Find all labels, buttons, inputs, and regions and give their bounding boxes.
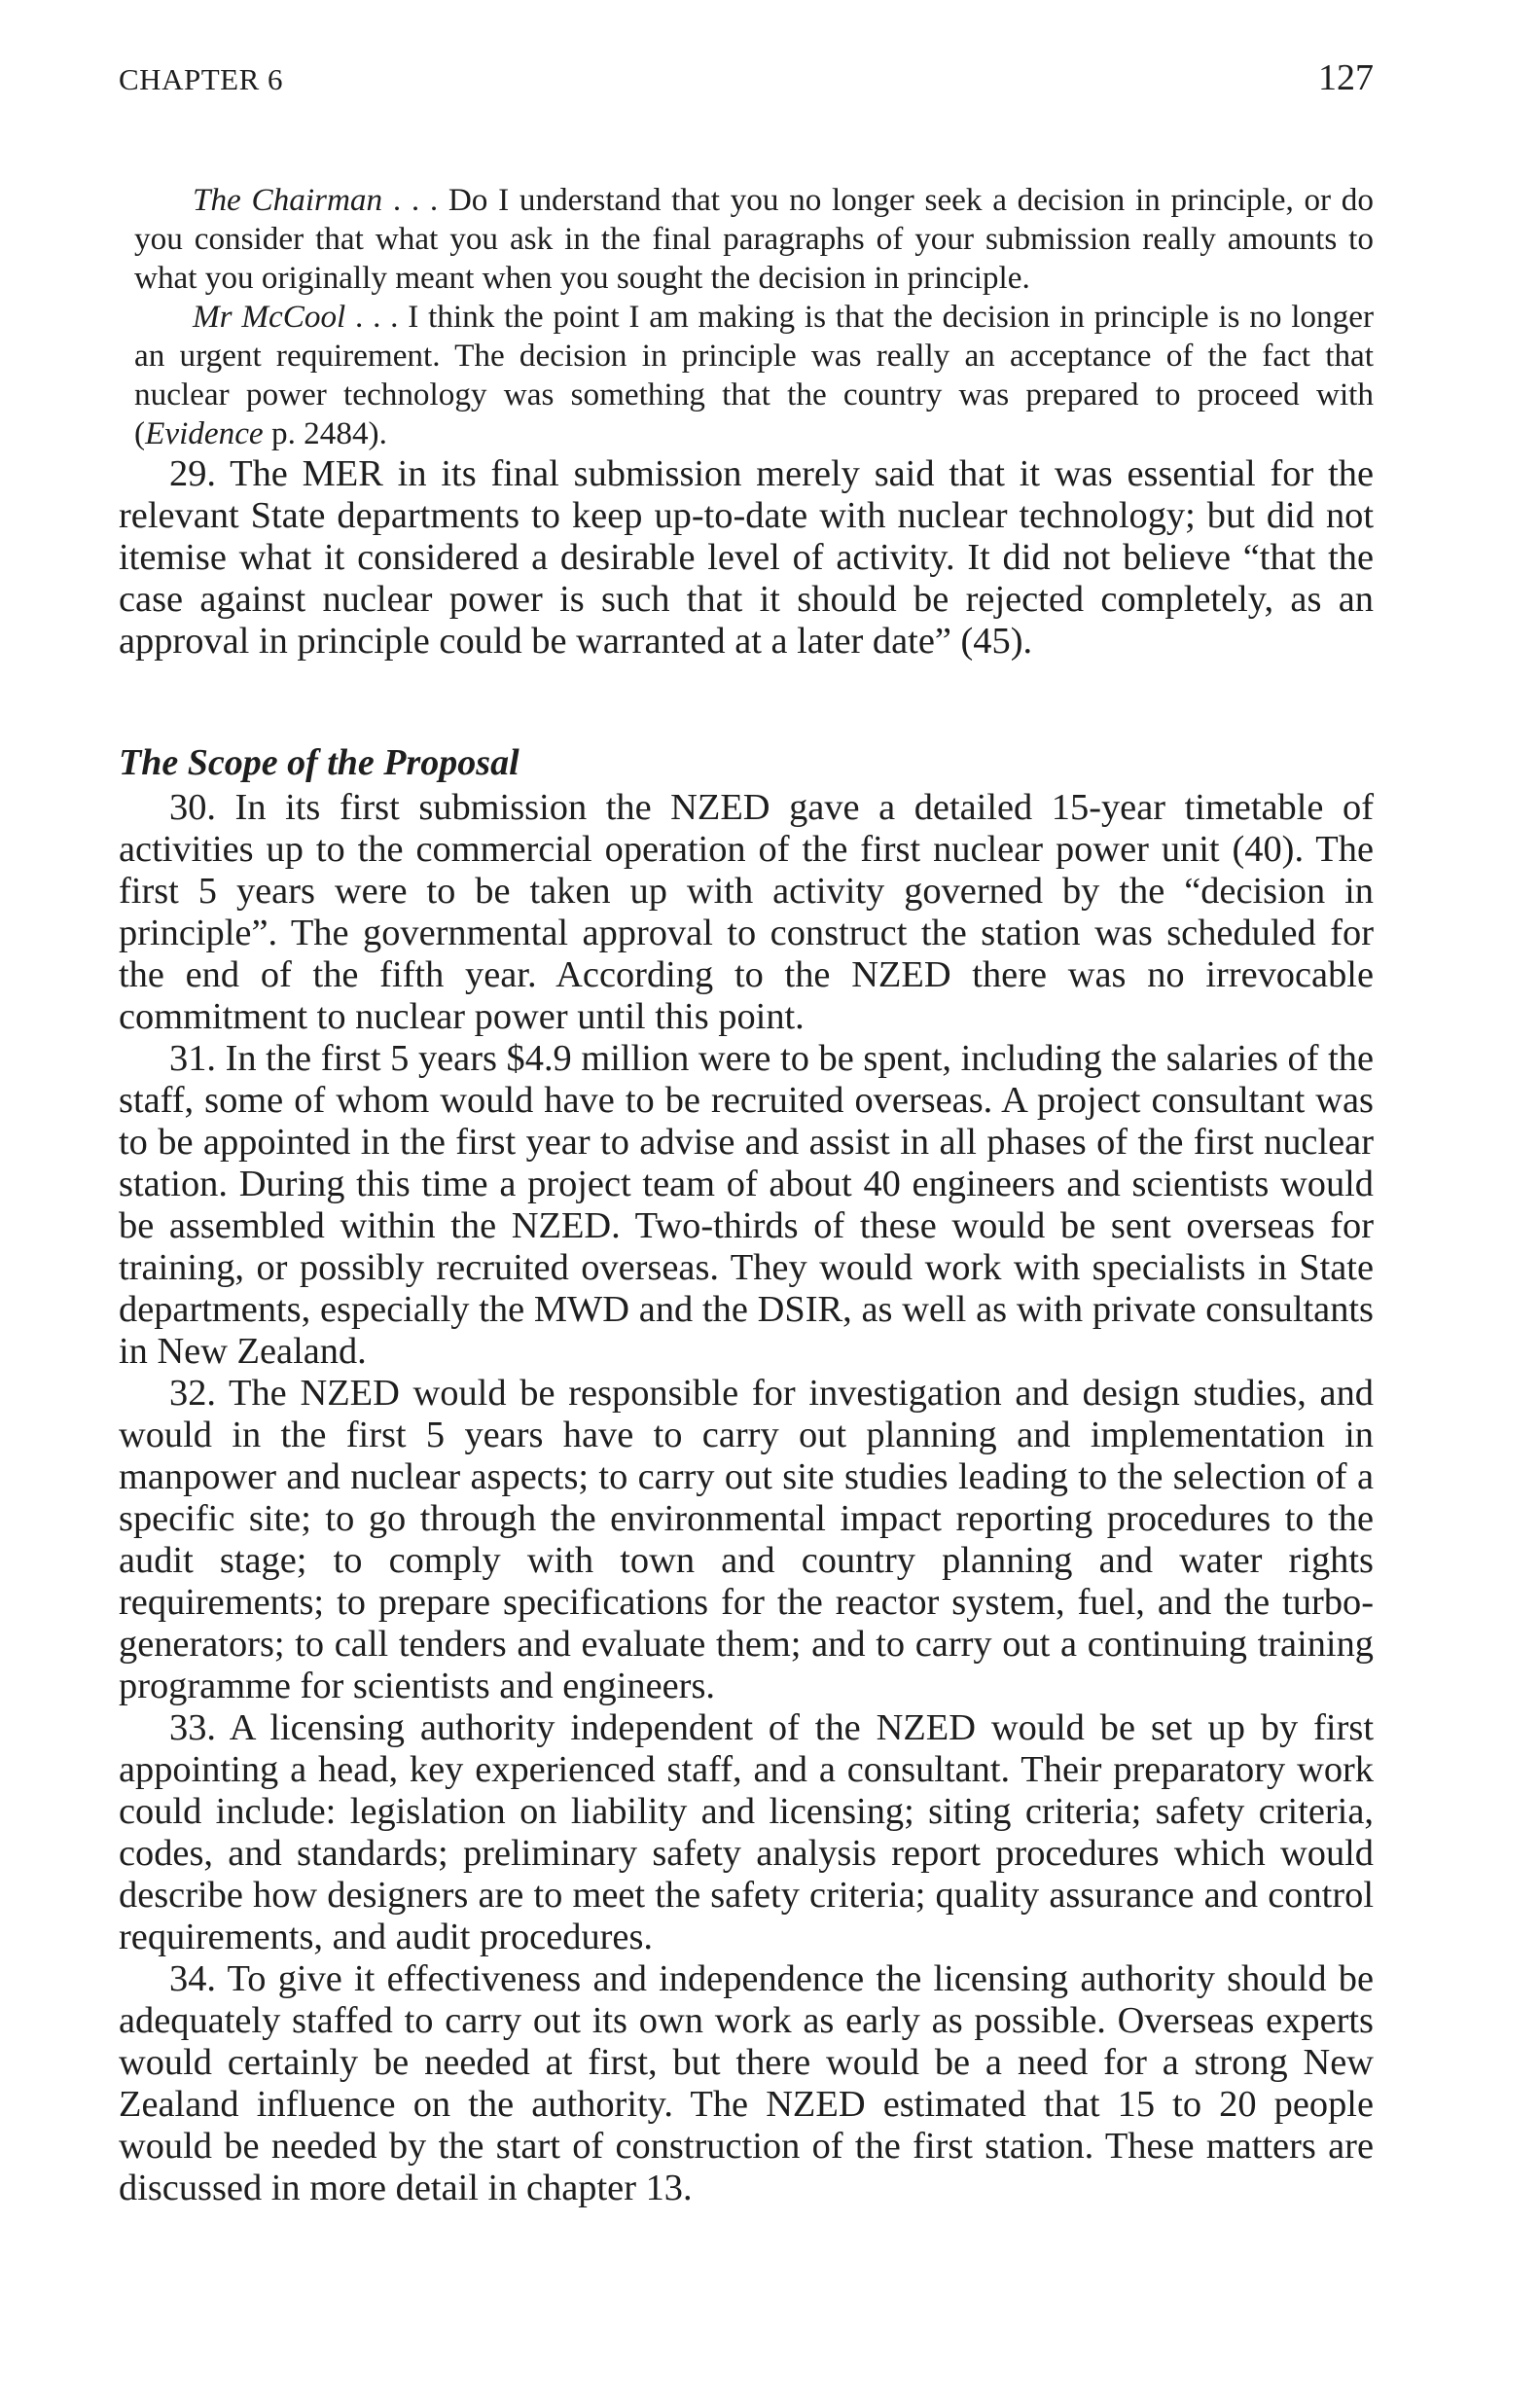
paragraph-33: 33. A licensing authority independent of the NZED would be set up by first appointing a head, key experienced staff, and a consultant. Their preparatory work could include: legislation on liability and licensing; siting criteria; safety criteria, codes, and standards; preliminary safety analysis report procedures which would describe how designers are to meet the safety criteria; quality assurance and control requirements, and audit procedures.: [119, 1707, 1374, 1957]
chapter-label: CHAPTER 6: [119, 62, 283, 96]
paragraph-29: 29. The MER in its final submission merely said that it was essential for the relevant State departments to keep up-to-date with nuclear technology; but did not itemise what it considered a desirable level of activity. It did not believe “that the case against nuclear power is such that it should be rejected completely, as an approval in principle could be warranted at a later date” (45).: [119, 453, 1374, 662]
mccool-answer-text: . . . I think the point I am making is that the decision in principle is no longer an urgent requirement. The decision in principle was really an acceptance of the fact that nuclear power technology was something that the country was prepared to proceed with (: [134, 299, 1374, 451]
mccool-answer: [134, 298, 1374, 453]
book-page: [119, 49, 1374, 2209]
page-number: 127: [1318, 57, 1374, 98]
paragraph-30: 30. In its first submission the NZED gave a detailed 15-year timetable of activities up to the commercial operation of the first nuclear power unit (40). The first 5 years were to be taken up with activity governed by the “decision in principle”. The governmental approval to construct the station was scheduled for the end of the fifth year. According to the NZED there was no irrevocable commitment to nuclear power until this point.: [119, 787, 1374, 1037]
chairman-question-text: . . . Do I understand that you no longer seek a decision in principle, or do you consider that what you ask in the final paragraphs of your submission really amounts to what you originally meant when you sought the decision in principle.: [134, 182, 1374, 296]
running-header: [119, 49, 1374, 107]
speaker-chairman: The Chairman: [193, 182, 383, 218]
chairman-question: [134, 181, 1374, 298]
evidence-page: p. 2484).: [263, 415, 387, 451]
main-text: [119, 453, 1374, 2209]
section-heading: The Scope of the Proposal: [119, 742, 519, 783]
evidence-citation: Evidence: [145, 415, 264, 451]
paragraph-31: 31. In the first 5 years $4.9 million were to be spent, including the salaries of the staff, some of whom would have to be recruited overseas. A project consultant was to be appointed in the first year to advise and assist in all phases of the first nuclear station. During this time a project team of about 40 engineers and scientists would be assembled within the NZED. Two-thirds of these would be sent overseas for training, or possibly recruited overseas. They would work with specialists in State departments, especially the MWD and the DSIR, as well as with private consultants in New Zealand.: [119, 1038, 1374, 1372]
speaker-mccool: Mr McCool: [193, 299, 346, 335]
paragraph-34: 34. To give it effectiveness and independence the licensing authority should be adequately staffed to carry out its own work as early as possible. Overseas experts would certainly be needed at first, but there would be a need for a strong New Zealand influence on the authority. The NZED estimated that 15 to 20 people would be needed by the start of construction of the first station. These matters are discussed in more detail in chapter 13.: [119, 1958, 1374, 2208]
hearing-transcript-excerpt: [119, 181, 1374, 453]
paragraph-32: 32. The NZED would be responsible for investigation and design studies, and would in the first 5 years have to carry out planning and implementation in manpower and nuclear aspects; to carry out site studies leading to the selection of a specific site; to go through the environmental impact reporting procedures to the audit stage; to comply with town and country planning and water rights requirements; to prepare specifications for the reactor system, fuel, and the turbo-generators; to call tenders and evaluate them; and to carry out a continuing training programme for scientists and engineers.: [119, 1373, 1374, 1706]
